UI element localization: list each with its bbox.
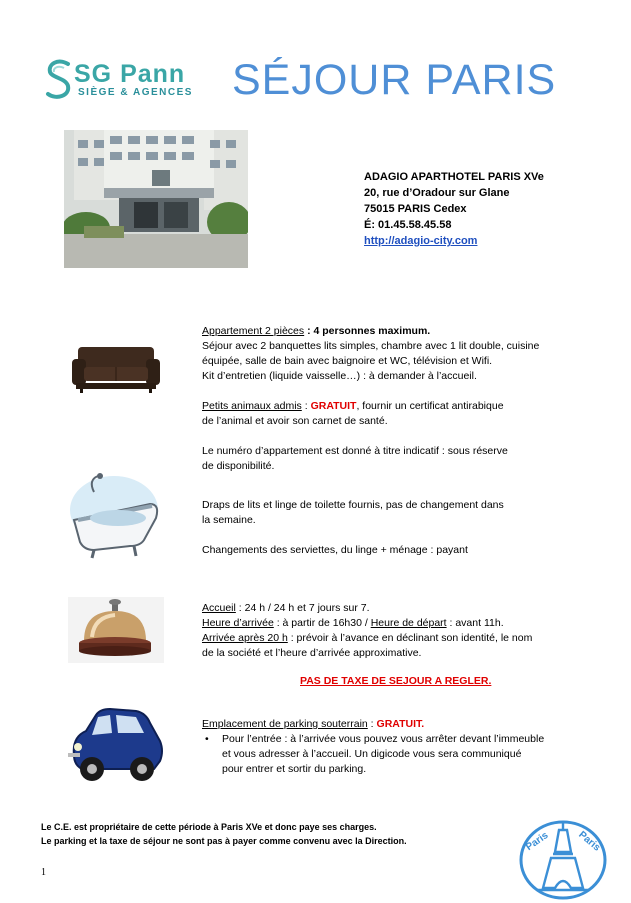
parking-bullet-line: et vous adresser à l’accueil. Un digicode vous sera communiqué <box>222 748 522 760</box>
sofa-icon <box>70 345 162 393</box>
parking-section <box>202 717 544 777</box>
apartment-line: Séjour avec 2 banquettes lits simples, chambre avec 1 lit double, cuisine <box>202 340 540 352</box>
hotel-name: ADAGIO APARTHOTEL PARIS XVe <box>364 171 544 183</box>
hotel-photo <box>64 130 248 268</box>
footer-notes <box>41 820 407 848</box>
hotel-city: 75015 PARIS Cedex <box>364 203 467 215</box>
apartment-line: équipée, salle de bain avec baignoire et WC, télévision et Wifi. <box>202 355 493 367</box>
hotel-street: 20, rue d’Oradour sur Glane <box>364 187 510 199</box>
arrival-value: : à partir de 16h30 / <box>273 617 371 629</box>
separator: : <box>367 718 377 730</box>
parking-label: Emplacement de parking souterrain <box>202 718 368 730</box>
paris-eiffel-stamp <box>517 818 609 902</box>
logo-text: SG Pann <box>74 60 186 88</box>
hotel-info <box>364 169 544 249</box>
footer-line: Le parking et la taxe de séjour ne sont pas à payer comme convenu avec la Direction. <box>41 836 407 846</box>
car-icon <box>66 707 166 785</box>
linen-line: Draps de lits et linge de toilette fournis, pas de changement dans <box>202 499 504 511</box>
reception-section <box>202 601 532 661</box>
footer-line: Le C.E. est propriétaire de cette période à Paris XVe et donc paye ses charges. <box>41 822 377 832</box>
logo-subtitle: SIÈGE & AGENCES <box>78 87 193 98</box>
apartment-capacity: : 4 personnes maximum. <box>304 325 431 337</box>
pets-text: , fournir un certificat antirabique <box>356 400 504 412</box>
reception-bell-icon <box>68 597 164 663</box>
late-arrival-line: de la société et l’heure d’arrivée approximative. <box>202 647 422 659</box>
logo-s-icon <box>44 58 76 100</box>
pets-free-badge: GRATUIT <box>310 400 357 412</box>
apartment-section <box>202 324 539 474</box>
page-title: SÉJOUR PARIS <box>232 56 557 104</box>
parking-bullet-line: Pour l’entrée : à l’arrivée vous pouvez vous arrêter devant l’immeuble <box>222 733 545 745</box>
stamp-text-right: Paris <box>576 829 603 854</box>
late-arrival-label: Arrivée après 20 h <box>202 632 288 644</box>
accueil-value: : 24 h / 24 h et 7 jours sur 7. <box>235 602 370 614</box>
departure-label: Heure de départ <box>370 617 447 629</box>
hotel-phone: É: 01.45.58.45.58 <box>364 219 452 231</box>
number-line: Le numéro d’appartement est donné à titre indicatif : sous réserve <box>202 445 508 457</box>
linen-line: Changements des serviettes, du linge + ménage : payant <box>202 544 468 556</box>
accueil-label: Accueil <box>202 602 236 614</box>
pets-line: de l’animal et avoir son carnet de santé. <box>202 415 388 427</box>
tax-notice: PAS DE TAXE DE SEJOUR A REGLER. <box>300 675 492 687</box>
departure-value: : avant 11h. <box>446 617 504 629</box>
separator: : <box>301 400 311 412</box>
bullet-icon: • <box>205 733 209 745</box>
parking-bullet-line: pour entrer et sortir du parking. <box>222 763 367 775</box>
bathtub-icon <box>64 470 168 560</box>
apartment-line: Kit d’entretien (liquide vaisselle…) : à demander à l’accueil. <box>202 370 477 382</box>
arrival-label: Heure d’arrivée <box>202 617 274 629</box>
hotel-website-link[interactable]: http://adagio-city.com <box>364 235 478 247</box>
pets-label: Petits animaux admis <box>202 400 302 412</box>
linen-section <box>202 498 504 558</box>
linen-line: la semaine. <box>202 514 256 526</box>
late-arrival-value: : prévoir à l’avance en déclinant son identité, le nom <box>287 632 533 644</box>
stamp-text-left: Paris <box>524 829 551 854</box>
number-line: de disponibilité. <box>202 460 275 472</box>
parking-free-badge: GRATUIT. <box>376 718 425 730</box>
page-number: 1 <box>41 867 46 878</box>
apartment-label: Appartement 2 pièces <box>202 325 305 337</box>
